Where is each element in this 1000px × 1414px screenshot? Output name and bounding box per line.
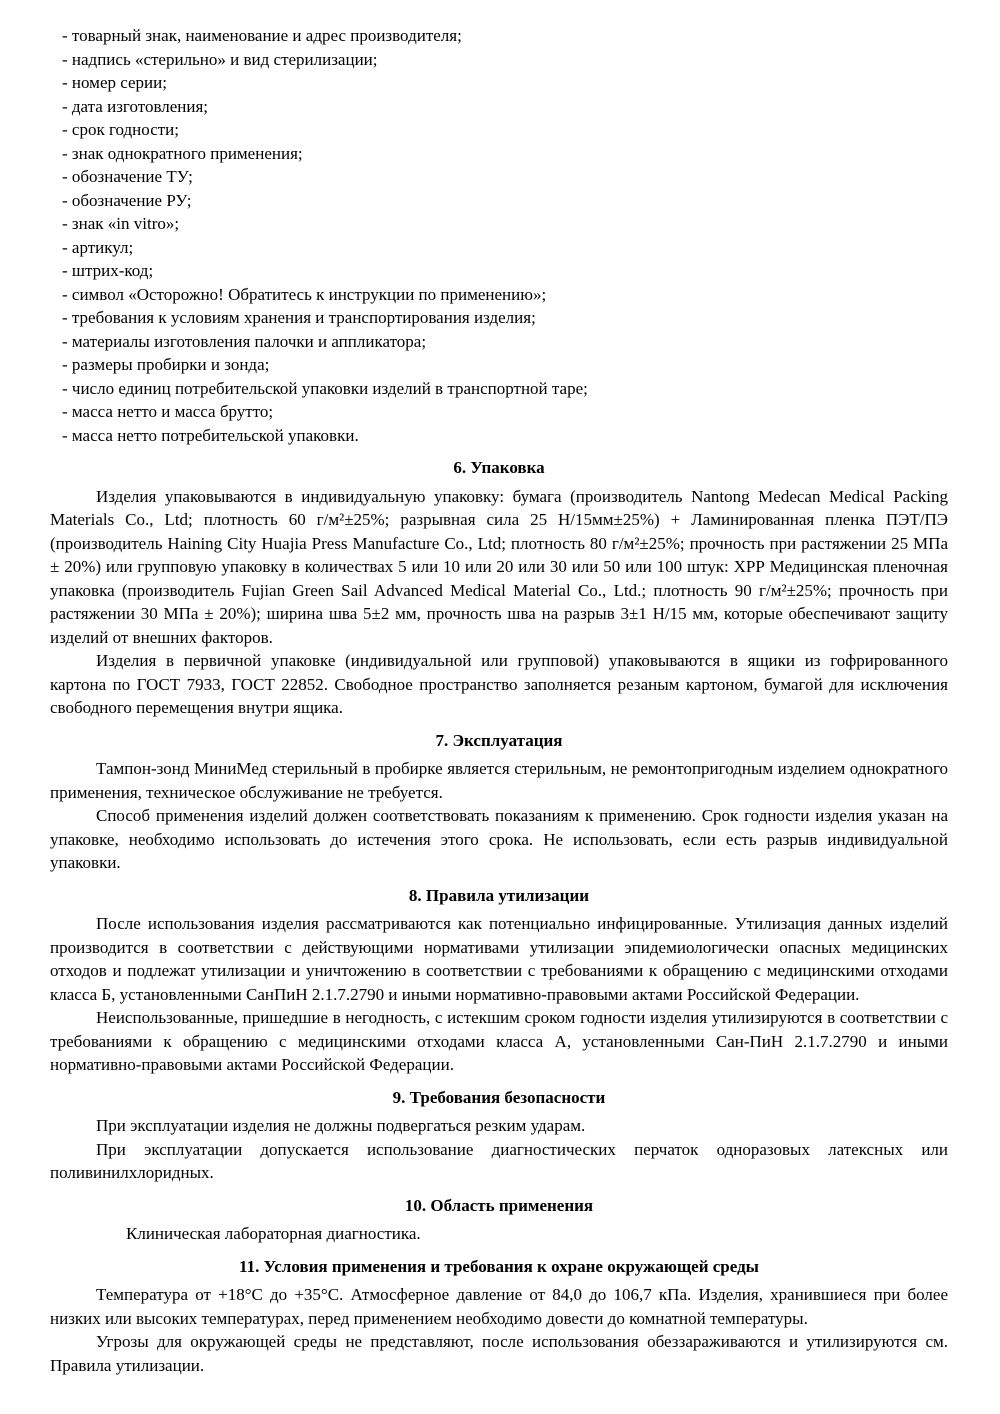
paragraph: Неиспользованные, пришедшие в негодность, с истекшим сроком годности изделия утилизируются в соответствии с требованиями к обращению с медицинскими отходами класса А, установленными Сан-ПиН 2.1.7.2790 и иными нормативно-правовыми актами Российской Федерации. xyxy=(50,1008,948,1074)
list-item: - артикул; xyxy=(62,237,134,257)
label-requirements-list xyxy=(50,24,948,447)
list-item: - требования к условиям хранения и транспортирования изделия; xyxy=(62,308,536,327)
section-disposal xyxy=(50,884,948,1077)
paragraph: Изделия упаковываются в индивидуальную упаковку: бумага (производитель Nantong Medecan Medical Packing Materials Co., Ltd; плотность 60 г/м²±25%; разрывная сила 25 Н/15мм±25%) + Ламинированная пленка ПЭТ/ПЭ (производитель Haining City Huajia Press Manufacture Co., Ltd; плотность 80 г/м²±25%; прочность при растяжении 25 МПа ± 20%) или групповую упаковку в количествах 5 или 10 или 20 или 30 или 50 или 100 штук: ХРР Медицинская пленочная упаковка (производитель Fujian Green Sail Advanced Medical Material Co., Ltd.; плотность 90 г/м²±25%; прочность при растяжении 30 МПа ± 20%); ширина шва 5±2 мм, прочность шва на разрыв 3±1 Н/15 мм, которые обеспечивают защиту изделий от внешних факторов. xyxy=(50,486,948,647)
list-item: - обозначение РУ; xyxy=(62,190,192,210)
list-item: - обозначение ТУ; xyxy=(62,167,193,186)
list-item: - масса нетто и масса брутто; xyxy=(62,402,274,421)
section-title-packaging: 6. Упаковка xyxy=(453,458,545,477)
section-title-safety: 9. Требования безопасности xyxy=(392,1087,606,1107)
paragraph: После использования изделия рассматриваются как потенциально инфицированные. Утилизация данных изделий производится в соответствии с действующими нормативами утилизации эпидемиологически опасных медицинских отходов и подлежат утилизации и уничтожению в соответствии с требованиями к обращению с медицинскими отходами класса Б, установленными СанПиН 2.1.7.2790 и иными нормативно-правовыми актами Российской Федерации. xyxy=(50,914,948,1004)
list-item: - дата изготовления; xyxy=(62,96,209,116)
list-item: - размеры пробирки и зонда; xyxy=(62,355,270,374)
list-item: - знак однократного применения; xyxy=(62,143,303,163)
list-item: - номер серии; xyxy=(62,73,167,92)
paragraph: Клиническая лабораторная диагностика. xyxy=(126,1224,421,1243)
paragraph: Угрозы для окружающей среды не представляют, после использования обеззараживаются и утилизируются см. Правила утилизации. xyxy=(50,1332,948,1375)
list-item: - товарный знак, наименование и адрес производителя; xyxy=(62,26,462,45)
section-title-disposal: 8. Правила утилизации xyxy=(408,885,590,905)
list-item: - надпись «стерильно» и вид стерилизации; xyxy=(62,49,378,69)
list-item: - материалы изготовления палочки и аппликатора; xyxy=(62,331,427,351)
section-application-area xyxy=(50,1194,948,1246)
section-operation xyxy=(50,729,948,875)
section-title-environment: 11. Условия применения и требования к охране окружающей среды xyxy=(239,1256,759,1276)
list-item: - срок годности; xyxy=(62,120,179,139)
paragraph: При эксплуатации допускается использование диагностических перчаток одноразовых латексных или поливинилхлоридных. xyxy=(50,1139,948,1182)
list-item: - масса нетто потребительской упаковки. xyxy=(62,425,359,445)
section-title-application-area: 10. Область применения xyxy=(404,1195,594,1215)
section-environment xyxy=(50,1255,948,1378)
paragraph: Способ применения изделий должен соответствовать показаниям к применению. Срок годности изделия указан на упаковке, необходимо использовать до истечения этого срока. Не использовать, если есть разрыв индивидуальной упаковки. xyxy=(50,806,948,872)
list-item: - число единиц потребительской упаковки изделий в транспортной таре; xyxy=(62,378,588,398)
list-item: - штрих-код; xyxy=(62,261,154,280)
section-packaging xyxy=(50,456,948,720)
section-safety xyxy=(50,1086,948,1185)
list-item: - знак «in vitro»; xyxy=(62,214,180,233)
section-title-operation: 7. Эксплуатация xyxy=(435,730,563,750)
paragraph: При эксплуатации изделия не должны подвергаться резким ударам. xyxy=(96,1116,586,1135)
list-item: - символ «Осторожно! Обратитесь к инструкции по применению»; xyxy=(62,284,547,304)
paragraph: Тампон-зонд МиниМед стерильный в пробирке является стерильным, не ремонтопригодным изделием однократного применения, техническое обслуживание не требуется. xyxy=(50,759,948,802)
paragraph: Изделия в первичной упаковке (индивидуальной или групповой) упаковываются в ящики из гофрированного картона по ГОСТ 7933, ГОСТ 22852. Свободное пространство заполняется резаным картоном, бумагой для исключения свободного перемещения внутри ящика. xyxy=(50,651,948,717)
paragraph: Температура от +18°С до +35°С. Атмосферное давление от 84,0 до 106,7 кПа. Изделия, хранившиеся при более низких или высоких температурах, перед применением необходимо довести до комнатной температуры. xyxy=(50,1285,948,1328)
